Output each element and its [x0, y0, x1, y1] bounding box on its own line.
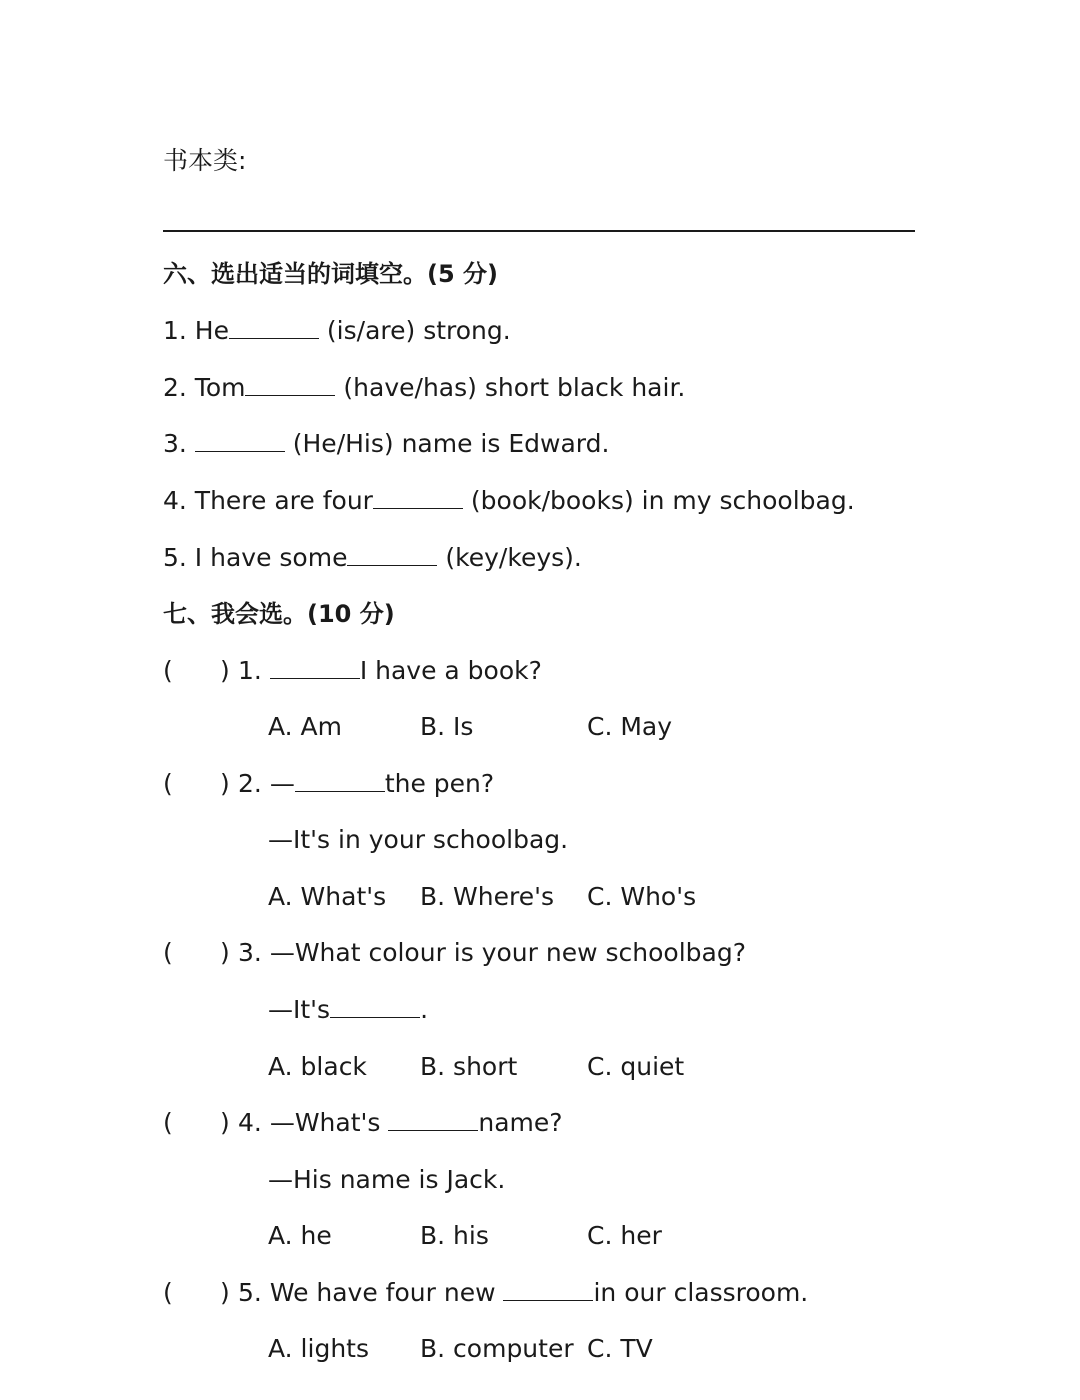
question-3-reply — [268, 997, 428, 1022]
question-1-stem — [238, 658, 542, 683]
fill-item-1 — [163, 318, 511, 343]
answer-paren-close: ) — [220, 1108, 230, 1137]
question-3-stem — [238, 940, 746, 965]
question-number: 3. — [238, 938, 262, 967]
fill-item-5 — [163, 545, 582, 570]
question-2-stem — [238, 771, 494, 796]
option-a[interactable]: A. black — [268, 1052, 367, 1081]
fill-item-3-before: 3. — [163, 429, 195, 458]
fill-blank[interactable] — [195, 431, 285, 452]
fill-item-3 — [163, 431, 609, 456]
question-3-reply-after: . — [420, 995, 429, 1024]
question-2-reply: —It's in your schoolbag. — [268, 825, 569, 854]
question-5-stem-before: We have four new — [269, 1278, 504, 1307]
fill-blank[interactable] — [373, 488, 463, 509]
option-b[interactable]: B. computer — [420, 1334, 574, 1363]
question-4-stem-before: —What's — [269, 1108, 389, 1137]
question-5-stem — [238, 1280, 808, 1305]
fill-blank[interactable] — [229, 318, 319, 339]
question-2-stem-before: — — [269, 769, 295, 798]
answer-paren-close: ) — [220, 1278, 230, 1307]
answer-paren-close: ) — [220, 938, 230, 967]
choice-blank[interactable] — [503, 1280, 593, 1301]
option-a[interactable]: A. Am — [268, 712, 343, 741]
answer-paren-open: ( — [163, 1278, 173, 1307]
option-c[interactable]: C. her — [587, 1221, 662, 1250]
option-a[interactable]: A. he — [268, 1221, 332, 1250]
option-a[interactable]: A. lights — [268, 1334, 369, 1363]
option-a[interactable]: A. What's — [268, 882, 387, 911]
fill-blank[interactable] — [347, 545, 437, 566]
question-3-reply-before: —It's — [268, 995, 331, 1024]
choice-blank[interactable] — [270, 658, 360, 679]
question-4-stem-after: name? — [478, 1108, 563, 1137]
option-b[interactable]: B. his — [420, 1221, 489, 1250]
choice-blank[interactable] — [330, 997, 420, 1018]
fill-item-5-after: (key/keys). — [437, 543, 582, 572]
answer-paren-open: ( — [163, 656, 173, 685]
option-b[interactable]: B. short — [420, 1052, 518, 1081]
choice-blank[interactable] — [295, 771, 385, 792]
question-1-stem-after: I have a book? — [359, 656, 542, 685]
answer-paren-close: ) — [220, 769, 230, 798]
fill-item-2 — [163, 375, 685, 400]
answer-paren-open: ( — [163, 938, 173, 967]
fill-item-4-after: (book/books) in my schoolbag. — [462, 486, 855, 515]
question-4-reply: —His name is Jack. — [268, 1165, 506, 1194]
answer-paren-open: ( — [163, 1108, 173, 1137]
answer-paren-open: ( — [163, 769, 173, 798]
question-3-stem-before: —What colour is your new schoolbag? — [269, 938, 746, 967]
fill-item-2-after: (have/has) short black hair. — [335, 373, 686, 402]
question-5-stem-after: in our classroom. — [593, 1278, 809, 1307]
question-number: 1. — [238, 656, 262, 685]
option-b[interactable]: B. Where's — [420, 882, 554, 911]
category-label: 书本类: — [163, 146, 247, 175]
fill-item-4 — [163, 488, 855, 513]
fill-item-1-after: (is/are) strong. — [318, 316, 511, 345]
answer-paren-close: ) — [220, 656, 230, 685]
option-c[interactable]: C. quiet — [587, 1052, 685, 1081]
fill-item-1-before: 1. He — [163, 316, 229, 345]
fill-item-5-before: 5. I have some — [163, 543, 348, 572]
question-number: 5. — [238, 1278, 262, 1307]
fill-item-4-before: 4. There are four — [163, 486, 373, 515]
fill-item-3-after: (He/His) name is Edward. — [284, 429, 610, 458]
section-6-title: 六、选出适当的词填空。(5 分) — [163, 260, 498, 288]
section-7-title: 七、我会选。(10 分) — [163, 600, 395, 628]
question-2-stem-after: the pen? — [384, 769, 495, 798]
fill-item-2-before: 2. Tom — [163, 373, 246, 402]
option-b[interactable]: B. Is — [420, 712, 474, 741]
option-c[interactable]: C. May — [587, 712, 673, 741]
option-c[interactable]: C. Who's — [587, 882, 697, 911]
question-number: 2. — [238, 769, 262, 798]
question-4-stem — [238, 1110, 563, 1135]
question-number: 4. — [238, 1108, 262, 1137]
answer-line — [163, 230, 915, 232]
option-c[interactable]: C. TV — [587, 1334, 653, 1363]
fill-blank[interactable] — [245, 375, 335, 396]
choice-blank[interactable] — [388, 1110, 478, 1131]
